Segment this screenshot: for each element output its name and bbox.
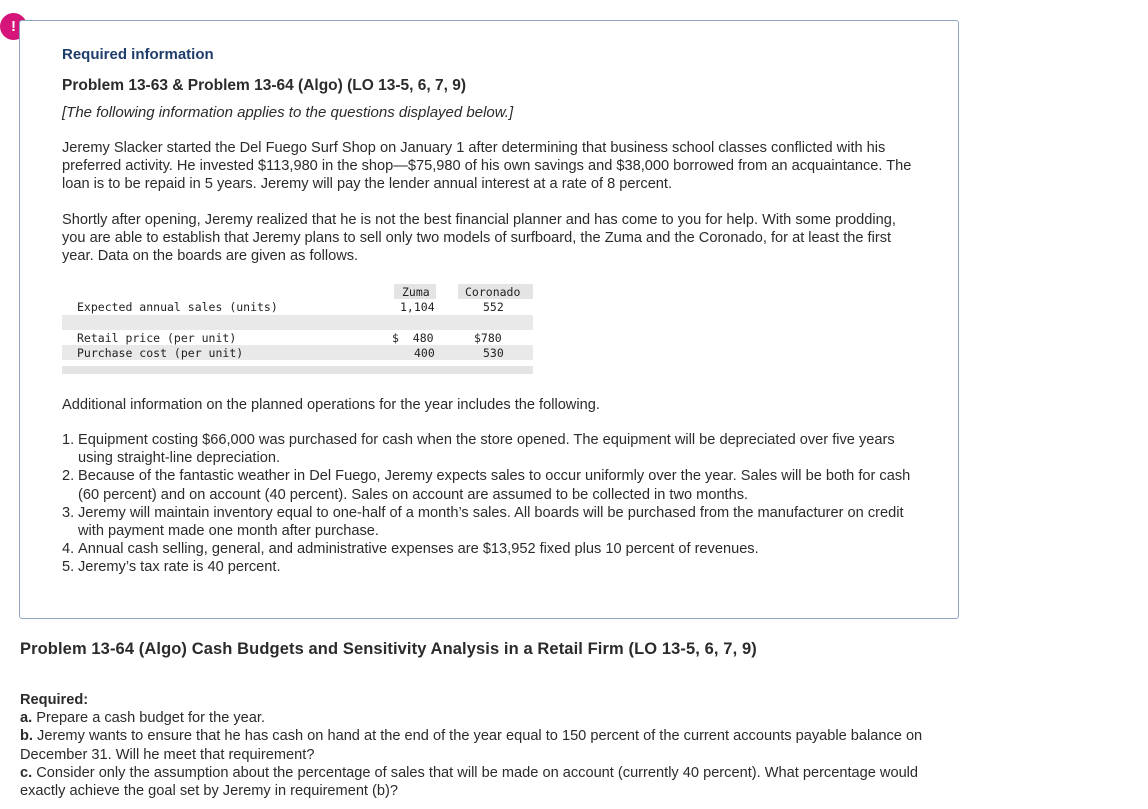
required-information-heading: Required information <box>62 46 214 63</box>
list-item-number: 1. <box>62 432 75 448</box>
list-item-number: 4. <box>62 541 75 558</box>
requirement-letter: a. <box>20 710 33 727</box>
intro-paragraph: Jeremy Slacker started the Del Fuego Surf Shop on January 1 after determining that business school classes conflicted with his preferred activity. He invested $113,980 in the shop—$75,980 of his own savings and $38,000 borrowed from an acquaintance. The loan is to be repaid in 5 years. Jeremy will pay the lender annual interest at a rate of 8 percent. <box>62 140 912 193</box>
problem-title: Problem 13-63 & Problem 13-64 (Algo) (LO 13-5, 6, 7, 9) <box>62 77 466 94</box>
list-item-text: Jeremy will maintain inventory equal to one-half of a month’s sales. All boards will be purchased from the manufacturer on credit with payment made one month after purchase. <box>78 504 904 540</box>
requirement-text: Jeremy wants to ensure that he has cash on hand at the end of the year equal to 150 percent of the current accounts payable balance on December 31. Will he meet that requirement? <box>20 728 923 763</box>
column-header-zuma: Zuma <box>402 285 430 299</box>
table-row-label: Retail price (per unit) <box>77 331 237 345</box>
required-label: Required: <box>20 692 89 708</box>
assumptions-list <box>62 431 922 577</box>
applies-note: [The following information applies to the questions displayed below.] <box>62 104 514 121</box>
requirement-b <box>20 727 950 763</box>
table-row-shading <box>62 315 533 330</box>
table-cell-coronado: 552 <box>483 300 504 314</box>
list-item-number: 2. <box>62 468 75 485</box>
list-item-text: Annual cash selling, general, and administrative expenses are $13,952 fixed plus 10 percent of revenues. <box>78 541 759 558</box>
list-item <box>62 431 922 467</box>
list-item-number: 5. <box>62 559 75 576</box>
list-item-number: 3. <box>62 504 75 521</box>
requirement-a <box>20 709 950 727</box>
list-item <box>62 558 922 576</box>
alert-icon: ! <box>0 13 27 40</box>
list-item-text: Equipment costing $66,000 was purchased for cash when the store opened. The equipment will be depreciated over five years using straight-line depreciation. <box>78 432 895 467</box>
requirements-block <box>20 691 950 800</box>
table-row-label: Purchase cost (per unit) <box>77 346 244 360</box>
list-item-text: Jeremy’s tax rate is 40 percent. <box>78 559 281 576</box>
list-item <box>62 467 922 503</box>
table-cell-coronado: 530 <box>483 346 504 360</box>
requirement-c <box>20 764 950 800</box>
table-cell-coronado: $780 <box>474 331 502 345</box>
requirement-text: Consider only the assumption about the percentage of sales that will be made on account (currently 40 percent). What percentage would exactly achieve the goal set by Jeremy in requirement (b)? <box>20 764 919 800</box>
requirement-letter: c. <box>20 764 33 781</box>
requirement-text: Prepare a cash budget for the year. <box>36 710 266 727</box>
table-row-label: Expected annual sales (units) <box>77 300 278 314</box>
additional-information-intro: Additional information on the planned operations for the year includes the following. <box>62 397 600 413</box>
table-cell-zuma: $ 480 <box>392 331 434 345</box>
table-cell-zuma: 400 <box>414 346 435 360</box>
column-header-coronado: Coronado <box>465 285 521 299</box>
planning-paragraph: Shortly after opening, Jeremy realized that he is not the best financial planner and has come to you for help. With some prodding, you are able to establish that Jeremy plans to sell only two models of surfboard, the Zuma and the Coronado, for at least the first year. Data on the boards are given as follows. <box>62 212 896 265</box>
list-item <box>62 504 922 540</box>
table-cell-zuma: 1,104 <box>400 300 435 314</box>
problem-64-title: Problem 13-64 (Algo) Cash Budgets and Sensitivity Analysis in a Retail Firm (LO 13-5, 6, 7, 9) <box>20 640 757 658</box>
requirement-letter: b. <box>20 728 33 745</box>
list-item-text: Because of the fantastic weather in Del Fuego, Jeremy expects sales to occur uniformly over the year. Sales will be both for cash (60 percent) and on account (40 percent). Sales on account are assumed to be collected in two months. <box>78 468 911 503</box>
table-bottom-rule <box>62 366 533 374</box>
list-item <box>62 540 922 558</box>
